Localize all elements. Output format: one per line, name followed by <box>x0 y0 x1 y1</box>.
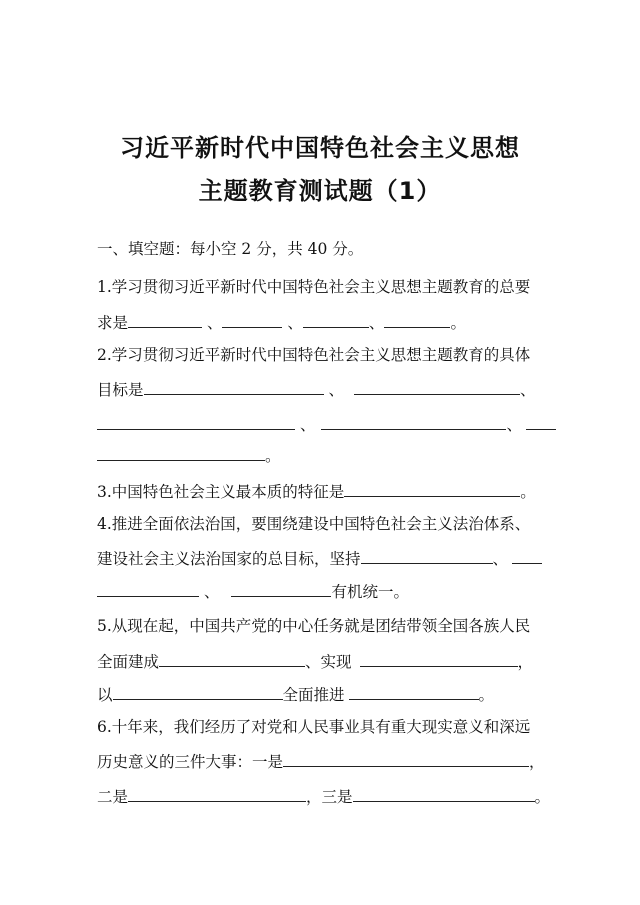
end-mark: 。 <box>520 483 536 501</box>
question-5-mid: 、实现 <box>305 653 352 671</box>
question-1-line-2 <box>97 311 466 333</box>
question-6-l3-mid: ，三是 <box>306 788 353 806</box>
question-5-prefix: 全面建成 <box>97 653 160 671</box>
question-2-line-3 <box>97 413 556 435</box>
end-mark: 。 <box>478 686 495 704</box>
question-2-line-2 <box>97 378 535 400</box>
question-2-line-4 <box>97 444 281 466</box>
separator: 、 <box>492 550 509 568</box>
question-1-prefix: 求是 <box>97 314 129 332</box>
question-5-line-2 <box>97 650 533 672</box>
question-1-line-1: 1.学习贯彻习近平新时代中国特色社会主义思想主题教育的总要 <box>97 278 531 296</box>
answer-blank[interactable] <box>222 311 282 328</box>
question-5-line-3 <box>97 683 494 705</box>
separator: 、 <box>506 416 522 434</box>
question-5-l3-prefix: 以 <box>97 686 113 704</box>
answer-blank-continuation[interactable] <box>97 580 199 597</box>
separator: 、 <box>206 314 223 332</box>
section-heading: 一、填空题：每小空 2 分，共 40 分。 <box>97 240 364 258</box>
answer-blank[interactable] <box>321 413 506 430</box>
question-5-line-1: 5.从现在起，中国共产党的中心任务就是团结带领全国各族人民 <box>97 617 531 635</box>
answer-blank[interactable] <box>128 311 202 328</box>
separator: 、 <box>519 381 536 399</box>
answer-blank[interactable] <box>128 785 306 802</box>
question-6-line-3 <box>97 785 550 807</box>
answer-blank[interactable] <box>283 750 529 767</box>
answer-blank[interactable] <box>361 547 493 564</box>
question-3-text: 3.中国特色社会主义最本质的特征是 <box>97 483 345 501</box>
answer-blank[interactable] <box>349 683 479 700</box>
question-6-text: 历史意义的三件大事：一是 <box>97 753 284 771</box>
end-mark: 。 <box>265 447 281 465</box>
answer-blank[interactable] <box>113 683 283 700</box>
question-2-line-1: 2.学习贯彻习近平新时代中国特色社会主义思想主题教育的具体 <box>97 346 531 364</box>
separator: 、 <box>287 314 303 332</box>
answer-blank[interactable] <box>303 311 369 328</box>
question-4-line-1: 4.推进全面依法治国，要围绕建设中国特色社会主义法治体系、 <box>97 515 531 533</box>
answer-blank[interactable] <box>353 785 535 802</box>
separator: 、 <box>299 416 316 434</box>
answer-blank-continuation[interactable] <box>97 444 265 461</box>
title-line-1: 习近平新时代中国特色社会主义思想 <box>120 134 520 162</box>
question-4-line-3 <box>97 580 409 602</box>
answer-blank[interactable] <box>512 547 542 564</box>
separator: ， <box>517 653 534 671</box>
answer-blank[interactable] <box>97 413 295 430</box>
separator: 、 <box>368 314 385 332</box>
question-3-line <box>97 480 536 502</box>
question-6-l3-prefix: 二是 <box>97 788 129 806</box>
answer-blank[interactable] <box>231 580 331 597</box>
answer-blank[interactable] <box>354 378 520 395</box>
end-mark: 。 <box>534 788 551 806</box>
separator: 、 <box>328 381 344 399</box>
question-2-prefix: 目标是 <box>97 381 144 399</box>
separator: 、 <box>203 583 220 601</box>
question-4-tail: 有机统一。 <box>331 583 409 601</box>
title-line-2: 主题教育测试题（1） <box>198 177 442 205</box>
separator: ， <box>529 753 545 771</box>
answer-blank[interactable] <box>384 311 450 328</box>
question-4-text: 建设社会主义法治国家的总目标，坚持 <box>97 550 361 568</box>
end-mark: 。 <box>450 314 466 332</box>
question-5-l3-mid: 全面推进 <box>282 686 345 704</box>
answer-blank[interactable] <box>526 413 556 430</box>
answer-blank[interactable] <box>344 480 520 497</box>
question-4-line-2 <box>97 547 542 569</box>
question-6-line-1: 6.十年来，我们经历了对党和人民事业具有重大现实意义和深远 <box>97 718 531 736</box>
answer-blank[interactable] <box>144 378 324 395</box>
question-6-line-2 <box>97 750 545 772</box>
answer-blank[interactable] <box>159 650 305 667</box>
answer-blank[interactable] <box>360 650 518 667</box>
